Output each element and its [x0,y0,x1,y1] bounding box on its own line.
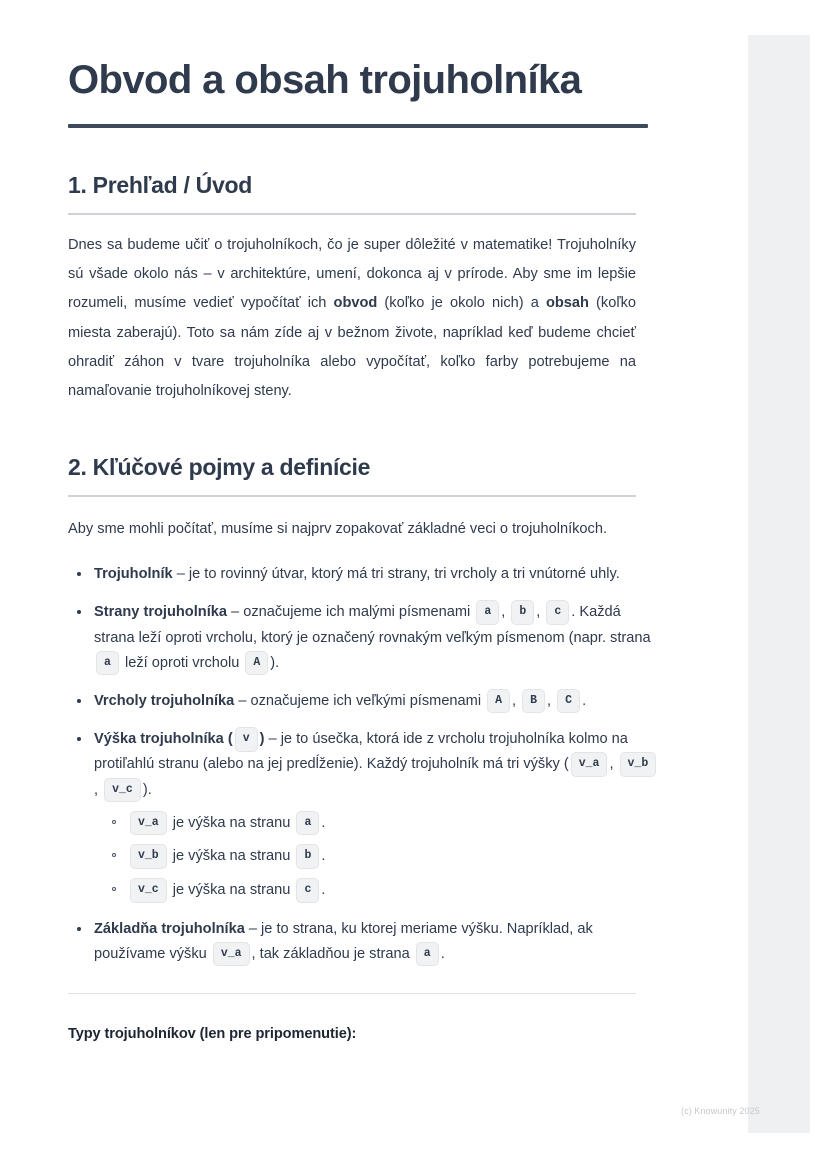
base-text-3: . [440,945,445,962]
code-badge-a-base: a [416,942,439,967]
code-badge-C-vertex: C [557,689,580,714]
code-badge-va-base: v_a [213,942,250,967]
term-height-pre: Výška trojuholníka ( [94,731,233,748]
list-item-base [92,917,660,967]
section-divider-overview [68,213,636,215]
height-text-2: ). [142,781,152,798]
code-badge-va: v_a [571,752,608,777]
code-badge-vb-sub: v_b [130,844,167,869]
height-sep-2: , [94,781,103,798]
term-sides: Strany trojuholníka [94,604,227,621]
paragraph-key-terms-intro: Aby sme mohli počítať, musíme si najprv zopakovať základné veci o trojuholníkoch. [68,521,608,538]
sides-sep-1: , [501,604,510,621]
code-badge-vc: v_c [104,778,141,803]
height-sub-list [94,811,660,904]
code-badge-A-vertex: A [487,689,510,714]
code-badge-c-sub: c [296,878,319,903]
section-heading-overview: 1. Prehľad / Úvod [68,172,252,198]
height-b-text: je výška na stranu [168,848,295,865]
term-height-post: ) [259,731,265,748]
bottom-divider [68,993,636,994]
list-item-height [92,727,660,904]
overview-bold-obvod: obvod [333,295,378,312]
watermark-copyright: (c) Knowunity 2025 [681,1106,760,1116]
code-badge-a-2: a [96,651,119,676]
vertices-text-2: . [582,693,587,710]
section-divider-key-terms [68,495,636,497]
sides-text-2: . Každá strana leží oproti vrcholu, ktorý je označený rovnakým veľkým písmenom (napr. strana [94,604,651,646]
height-b-end: . [321,848,326,865]
height-c-end: . [321,882,326,899]
height-text-1: – je to úsečka, ktorá ide z vrcholu trojuholníka kolmo na protiľahlú stranu (alebo na jej predĺženie). Každý trojuholník má tri výšky ( [94,731,628,773]
base-text-1: – je to strana, ku ktorej meriame výšku. Napríklad, ak používame výšku [94,920,593,962]
height-a-text: je výška na stranu [168,814,295,831]
overview-text-1: Dnes sa budeme učiť o trojuholníkoch, čo je super dôležité v matematike! Trojuholníky sú všade okolo nás – v architektúre, umení, dokonca aj v prírode. Aby sme im lepšie rozumeli, musíme vedieť vypočítať ich [68,237,636,312]
code-badge-va-sub: v_a [130,811,167,836]
code-badge-A: A [245,651,268,676]
code-badge-a-sub: a [296,811,319,836]
term-triangle: Trojuholník [94,566,173,583]
code-badge-B-vertex: B [522,689,545,714]
code-badge-b: b [511,600,534,625]
list-item-vertices [92,689,660,714]
list-item-sides [92,600,660,676]
vertices-sep-2: , [547,693,556,710]
title-divider [68,124,648,128]
list-item-height-c [128,878,660,904]
code-badge-c: c [546,600,569,625]
list-item-height-a [128,811,660,837]
closing-line: Typy trojuholníkov (len pre pripomenutie): [68,1025,357,1042]
paragraph-overview [68,231,636,406]
term-triangle-text: – je to rovinný útvar, ktorý má tri strany, tri vrcholy a tri vnútorné uhly. [172,566,620,583]
list-item-triangle [92,562,660,587]
code-badge-vc-sub: v_c [130,878,167,903]
overview-bold-obsah: obsah [545,295,589,312]
code-badge-b-sub: b [296,844,319,869]
key-terms-list [68,562,660,967]
base-text-2: , tak základňou je strana [251,945,414,962]
section-heading-key-terms: 2. Kľúčové pojmy a definície [68,454,371,481]
vertices-sep-1: , [512,693,521,710]
sides-sep-2: , [536,604,545,621]
term-base: Základňa trojuholníka [94,920,245,937]
sides-text-4: ). [270,654,280,671]
code-badge-a: a [476,600,499,625]
height-sep-1: , [609,756,618,773]
page-title: Obvod a obsah trojuholníka [68,58,582,102]
code-badge-v: v [235,727,258,752]
term-vertices: Vrcholy trojuholníka [94,693,235,710]
vertices-text-1: – označujeme ich veľkými písmenami [234,693,486,710]
height-a-end: . [321,814,326,831]
overview-text-2: (koľko je okolo nich) a [377,295,546,312]
sides-text-3: leží oproti vrcholu [120,654,244,671]
height-c-text: je výška na stranu [168,882,295,899]
sides-text-1: – označujeme ich malými písmenami [226,604,475,621]
overview-text-3: (koľko miesta zaberajú). Toto sa nám zíde aj v bežnom živote, napríklad keď budeme chcieť ohradiť záhon v tvare trojuholníka alebo vypočítať, koľko farby potrebujeme na namaľovanie trojuholníkovej steny. [68,295,636,399]
list-item-height-b [128,844,660,870]
page-side-strip [748,35,810,1133]
code-badge-vb: v_b [620,752,657,777]
